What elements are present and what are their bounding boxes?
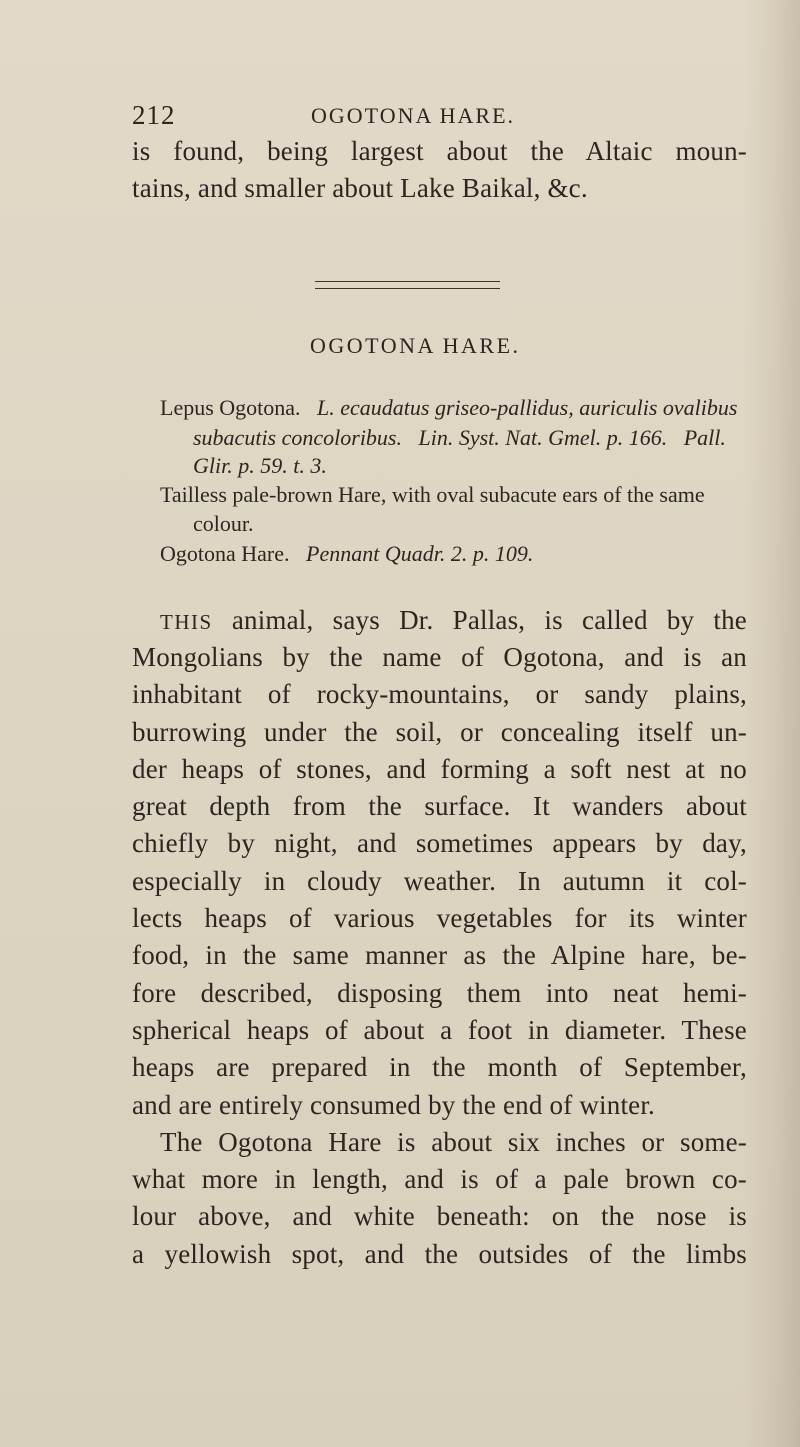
paragraph-line: der heaps of stones, and forming a soft nest at no — [132, 754, 747, 784]
paragraph-line: chiefly by night, and sometimes appears by day, — [132, 828, 747, 858]
page-header — [0, 100, 800, 130]
continued-text-line: is found, being largest about the Altaic moun- — [132, 136, 747, 166]
synonym-english: colour. — [193, 511, 254, 536]
paragraph-line: burrowing under the soil, or concealing itself un- — [132, 717, 747, 747]
paragraph-text: animal, says Dr. Pallas, is called by the — [212, 605, 747, 635]
running-title: OGOTONA HARE. — [311, 103, 516, 128]
synonym-diagnosis: subacutis concoloribus. — [193, 425, 402, 450]
lead-smallcaps: THIS — [160, 610, 213, 634]
paragraph-line: inhabitant of rocky-mountains, or sandy plains, — [132, 679, 747, 709]
paragraph-line — [160, 605, 747, 636]
synonym-diagnosis: L. ecaudatus griseo-pallidus, auriculis ovalibus — [317, 395, 738, 420]
synonym-english: Tailless pale-brown Hare, with oval subacute ears of the same — [160, 482, 705, 507]
synonymy-line — [193, 453, 327, 479]
paragraph-line: spherical heaps of about a foot in diameter. These — [132, 1015, 747, 1045]
synonym-reference: Lin. Syst. Nat. Gmel. p. 166. — [418, 425, 668, 450]
paragraph-line: food, in the same manner as the Alpine hare, be- — [132, 940, 747, 970]
paragraph-line: what more in length, and is of a pale brown co- — [132, 1164, 747, 1194]
synonymy-line — [160, 395, 737, 421]
paragraph-line: especially in cloudy weather. In autumn it col- — [132, 866, 747, 896]
paragraph-line: and are entirely consumed by the end of winter. — [132, 1090, 655, 1120]
section-title: OGOTONA HARE. — [310, 333, 521, 358]
synonym-name: Lepus Ogotona. — [160, 395, 301, 420]
paragraph-line: heaps are prepared in the month of September, — [132, 1052, 747, 1082]
paragraph-line: a yellowish spot, and the outsides of the limbs — [132, 1239, 747, 1269]
paragraph-line: fore described, disposing them into neat hemi- — [132, 978, 747, 1008]
paragraph-line: Mongolians by the name of Ogotona, and is an — [132, 642, 747, 672]
synonymy-line — [193, 425, 726, 451]
paragraph-line: The Ogotona Hare is about six inches or some- — [160, 1127, 747, 1157]
section-divider — [315, 281, 500, 289]
synonym-name: Ogotona Hare. — [160, 541, 290, 566]
synonym-reference: Glir. p. 59. t. 3. — [193, 453, 327, 478]
continued-text-line: tains, and smaller about Lake Baikal, &c. — [132, 173, 588, 203]
synonymy-line — [160, 482, 705, 508]
synonym-reference: Pall. — [683, 425, 726, 450]
paragraph-line: lour above, and white beneath: on the nose is — [132, 1201, 747, 1231]
paragraph-line: great depth from the surface. It wanders about — [132, 791, 747, 821]
synonymy-line — [193, 511, 254, 537]
page-number: 212 — [132, 100, 176, 130]
synonym-reference: Pennant Quadr. 2. p. 109. — [306, 541, 534, 566]
synonymy-line — [160, 541, 533, 567]
paragraph-line: lects heaps of various vegetables for its winter — [132, 903, 747, 933]
